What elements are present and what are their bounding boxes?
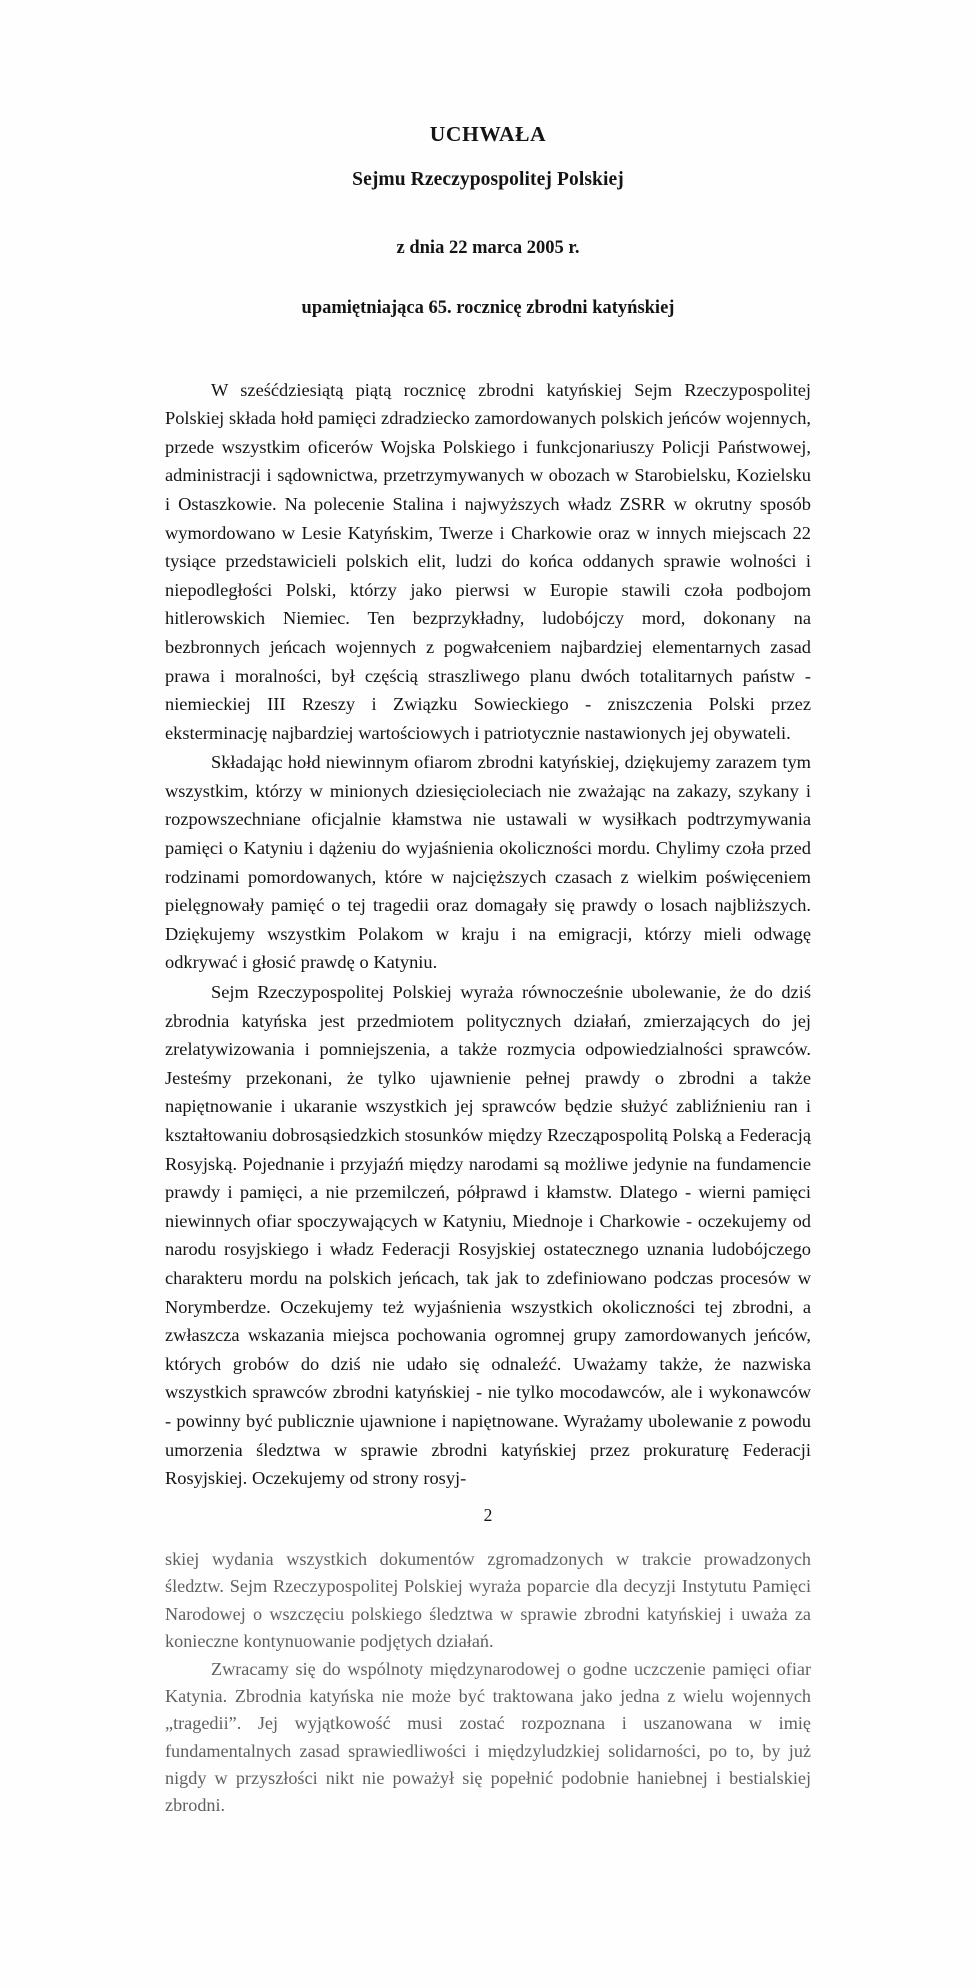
page-two-body <box>165 1546 811 1819</box>
heading-date: z dnia 22 marca 2005 r. <box>396 238 580 259</box>
paragraph: Zwracamy się do wspólnoty międzynarodowej o godne uczczenie pamięci ofiar Katynia. Zbrodnia katyńska nie może być traktowana jako jedna z wielu wojennych „tragedii”. Jej wyjątkowość musi zostać rozpoznana i uszanowana w imię fundamentalnych zasad sprawiedliwości i międzyludzkiej solidarności, po to, by już nigdy w przyszłości nikt nie poważył się popełnić podobnie haniebnej i bestialskiej zbrodni. <box>165 1659 811 1816</box>
paragraph: skiej wydania wszystkich dokumentów zgromadzonych w trakcie prowadzonych śledztw. Sejm Rzeczypospolitej Polskiej wyraża poparcie dla decyzji Instytutu Pamięci Narodowej o wszczęciu polskiego śledztwa w sprawie zbrodni katyńskiej i uważa za konieczne kontynuowanie podjętych działań. <box>165 1549 811 1651</box>
page-number: 2 <box>483 1504 493 1525</box>
paragraph: W sześćdziesiątą piątą rocznicę zbrodni katyńskiej Sejm Rzeczypospolitej Polskiej składa hołd pamięci zdradziecko zamordowanych polskich jeńców wojennych, przede wszystkim oficerów Wojska Polskiego i funkcjonariuszy Policji Państwowej, administracji i sądownictwa, przetrzymywanych w obozach w Starobielsku, Kozielsku i Ostaszkowie. Na polecenie Stalina i najwyższych władz ZSRR w okrutny sposób wymordowano w Lesie Katyńskim, Twerze i Charkowie oraz w innych miejscach 22 tysiące przedstawicieli polskich elit, ludzi do końca oddanych sprawie wolności i niepodległości Polski, którzy jako pierwsi w Europie stawili czoła podbojom hitlerowskich Niemiec. Ten bezprzykładny, ludobójczy mord, dokonany na bezbronnych jeńcach wojennych z pogwałceniem najbardziej elementarnych zasad prawa i moralności, był częścią straszliwego planu dwóch totalitarnych państw - niemieckiej III Rzeszy i Związku Sowieckiego - zniszczenia Polski przez eksterminację najbardziej wartościowych i patriotycznie nastawionych jej obywateli. <box>165 379 811 743</box>
heading-subtitle: Sejmu Rzeczypospolitej Polskiej <box>352 168 624 190</box>
document-heading <box>0 0 976 320</box>
page-one-body <box>165 320 811 1493</box>
page-title: UCHWAŁA <box>429 122 547 146</box>
paragraph: Sejm Rzeczypospolitej Polskiej wyraża równocześnie ubolewanie, że do dziś zbrodnia katyńska jest przedmiotem politycznych działań, zmierzających do jej zrelatywizowania i pomniejszenia, a także rozmycia odpowiedzialności sprawców. Jesteśmy przekonani, że tylko ujawnienie pełnej prawdy o zbrodni a także napiętnowanie i ukaranie wszystkich jej sprawców będzie służyć zabliźnieniu ran i kształtowaniu dobrosąsiedzkich stosunków między Rzecząpospolitą Polską a Federacją Rosyjską. Pojednanie i przyjaźń między narodami są możliwe jedynie na fundamencie prawdy i pamięci, a nie przemilczeń, półprawd i kłamstw. Dlatego - wierni pamięci niewinnych ofiar spoczywających w Katyniu, Miednoje i Charkowie - oczekujemy od narodu rosyjskiego i władz Federacji Rosyjskiej ostatecznego uznania ludobójczego charakteru mordu na polskich jeńcach, tak jak to zdefiniowano podczas procesów w Norymberdze. Oczekujemy też wyjaśnienia wszystkich okoliczności tej zbrodni, a zwłaszcza wskazania miejsca pochowania ogromnej grupy zamordowanych jeńców, których grobów do dziś nie udało się odnaleźć. Uważamy także, że nazwiska wszystkich sprawców zbrodni katyńskiej - nie tylko mocodawców, ale i wykonawców - powinny być publicznie ujawnione i napiętnowane. Wyrażamy ubolewanie z powodu umorzenia śledztwa w sprawie zbrodni katyńskiej przez prokuraturę Federacji Rosyjskiej. Oczekujemy od strony rosyj- <box>165 982 811 1489</box>
paragraph: Składając hołd niewinnym ofiarom zbrodni katyńskiej, dziękujemy zarazem tym wszystkim, którzy w minionych dziesięcioleciach nie zważając na zakazy, szykany i rozpowszechniane oficjalnie kłamstwa nie ustawali w wysiłkach podtrzymywania pamięci o Katyniu i dążeniu do wyjaśnienia okoliczności mordu. Chylimy czoła przed rodzinami pomordowanych, które w najcięższych czasach z wielkim poświęceniem pielęgnowały pamięć o tej tragedii oraz domagały się prawdy o losach najbliższych. Dziękujemy wszystkim Polakom w kraju i na emigracji, którzy mieli odwagę odkrywać i głosić prawdę o Katyniu. <box>165 752 811 973</box>
heading-commemoration: upamiętniająca 65. rocznicę zbrodni katyńskiej <box>301 298 675 319</box>
